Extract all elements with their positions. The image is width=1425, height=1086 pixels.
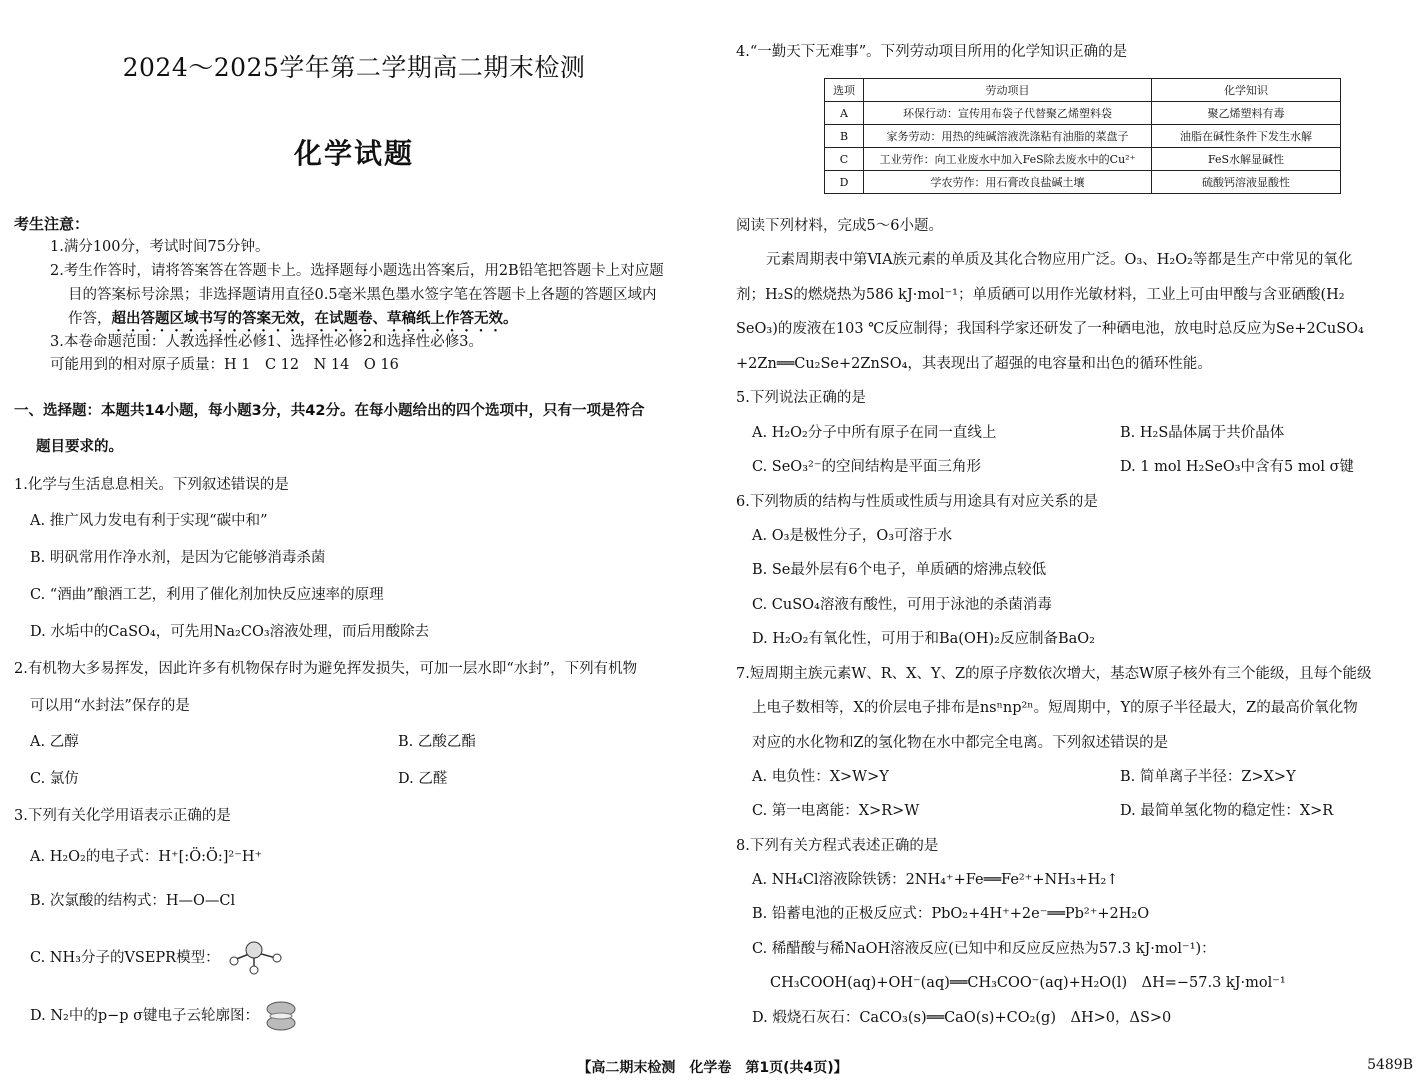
q5-option-a: A. H₂O₂分子中所有原子在同一直线上 xyxy=(752,425,997,441)
table-row xyxy=(825,125,1341,148)
q1-stem: 1.化学与生活息息相关。下列叙述错误的是 xyxy=(14,477,289,493)
q1-option-b: B. 明矾常用作净水剂，是因为它能够消毒杀菌 xyxy=(30,550,326,566)
table-cell: B xyxy=(825,125,864,148)
q2-option-d: D. 乙醛 xyxy=(398,771,448,787)
table-header-row xyxy=(825,79,1341,102)
table-cell: 聚乙烯塑料有毒 xyxy=(1152,102,1341,125)
q6-stem: 6.下列物质的结构与性质或性质与用途具有对应关系的是 xyxy=(736,494,1098,510)
q6-option-c: C. CuSO₄溶液有酸性，可用于泳池的杀菌消毒 xyxy=(752,597,1052,613)
q3-option-c-text: C. NH₃分子的VSEPR模型： xyxy=(30,950,220,966)
q2-option-c: C. 氯仿 xyxy=(30,771,79,787)
q5-stem: 5.下列说法正确的是 xyxy=(736,390,866,406)
notice-line-2: 2.考生作答时，请将答案答在答题卡上。选择题每小题选出答案后，用2B铅笔把答题卡上对应题 xyxy=(50,263,664,279)
q3-option-a: A. H₂O₂的电子式：H⁺[:Ö:Ö:]²⁻H⁺ xyxy=(30,849,263,865)
q4-table xyxy=(824,78,1341,194)
section1-line2: 题目要求的。 xyxy=(36,439,123,455)
table-cell: 环保行动：宣传用布袋子代替聚乙烯塑料袋 xyxy=(864,102,1152,125)
q3-stem: 3.下列有关化学用语表示正确的是 xyxy=(14,808,231,824)
q1-option-d: D. 水垢中的CaSO₄，可先用Na₂CO₃溶液处理，而后用酸除去 xyxy=(30,624,430,640)
q3-option-b: B. 次氯酸的结构式：H—O—Cl xyxy=(30,893,236,909)
table-row xyxy=(825,102,1341,125)
q7-option-d: D. 最简单氢化物的稳定性：X>R xyxy=(1120,803,1334,819)
q6-option-d: D. H₂O₂有氧化性，可用于和Ba(OH)₂反应制备BaO₂ xyxy=(752,631,1095,647)
notice-warning: 超出答题区域书写的答案无效，在试题卷、草稿纸上作答无效。 xyxy=(111,311,518,327)
table-cell: D xyxy=(825,171,864,194)
q6-option-b: B. Se最外层有6个电子，单质硒的熔沸点较低 xyxy=(752,562,1047,578)
q8-option-b: B. 铅蓄电池的正极反应式：PbO₂+4H⁺+2e⁻══Pb²⁺+2H₂O xyxy=(752,906,1150,922)
sigma-orbital-icon xyxy=(264,1000,298,1032)
q1-option-a: A. 推广风力发电有利于实现“碳中和” xyxy=(30,513,268,529)
q8-option-c: C. 稀醋酸与稀NaOH溶液反应(已知中和反应反应热为57.3 kJ·mol⁻¹)： xyxy=(752,941,1216,957)
q3-option-d xyxy=(30,1000,298,1032)
q7-option-b: B. 简单离子半径：Z>X>Y xyxy=(1120,769,1296,785)
q4-stem: 4.“一勤天下无难事”。下列劳动项目所用的化学知识正确的是 xyxy=(736,44,1128,60)
q7-option-c: C. 第一电离能：X>R>W xyxy=(752,803,920,819)
section1-line1: 一、选择题：本题共14小题，每小题3分，共42分。在每小题给出的四个选项中，只有一项是符合 xyxy=(14,403,645,419)
reading-p1: 元素周期表中第ⅥA族元素的单质及其化合物应用广泛。O₃、H₂O₂等都是生产中常见的氧化 xyxy=(766,252,1353,268)
notice-line-4 xyxy=(68,310,518,335)
table-cell: FeS水解显碱性 xyxy=(1152,148,1341,171)
notice-line-5: 3.本卷命题范围：人教选择性必修1、选择性必修2和选择性必修3。 xyxy=(50,334,484,350)
q6-option-a: A. O₃是极性分子，O₃可溶于水 xyxy=(752,528,953,544)
q2-option-a: A. 乙醇 xyxy=(30,734,79,750)
exam-title: 2024～2025学年第二学期高二期末检测 xyxy=(122,53,586,82)
subject-title: 化学试题 xyxy=(293,137,414,170)
notice-line-4-text: 作答， xyxy=(68,311,112,327)
table-cell: 工业劳作：向工业废水中加入FeS除去废水中的Cu²⁺ xyxy=(864,148,1152,171)
reading-intro: 阅读下列材料，完成5～6小题。 xyxy=(736,218,943,234)
table-header: 化学知识 xyxy=(1152,79,1341,102)
table-header: 劳动项目 xyxy=(864,79,1152,102)
q8-option-c-equation: CH₃COOH(aq)+OH⁻(aq)══CH₃COO⁻(aq)+H₂O(l) ΔH=−57.3 kJ·mol⁻¹ xyxy=(770,975,1286,991)
notice-line-1: 1.满分100分，考试时间75分钟。 xyxy=(50,239,270,255)
table-cell: 家务劳动：用热的纯碱溶液洗涤粘有油脂的菜盘子 xyxy=(864,125,1152,148)
table-header: 选项 xyxy=(825,79,864,102)
page-footer: 【高二期末检测 化学卷 第1页(共4页)】 xyxy=(577,1060,848,1076)
q7-stem-2: 上电子数相等，X的价层电子排布是nsⁿnp²ⁿ。短周期中，Y的原子半径最大，Z的最高价氧化物 xyxy=(752,700,1358,716)
q7-option-a: A. 电负性：X>W>Y xyxy=(752,769,889,785)
q7-stem-3: 对应的水化物和Z的氢化物在水中都完全电离。下列叙述错误的是 xyxy=(752,735,1169,751)
reading-p2: 剂；H₂S的燃烧热为586 kJ·mol⁻¹；单质硒可以用作光敏材料，工业上可由甲酸与含亚硒酸(H₂ xyxy=(736,287,1345,303)
q5-option-d: D. 1 mol H₂SeO₃中含有5 mol σ键 xyxy=(1120,459,1355,475)
q2-stem-1: 2.有机物大多易挥发，因此许多有机物保存时为避免挥发损失，可加一层水即“水封”，下列有机物 xyxy=(14,661,638,677)
q2-stem-2: 可以用“水封法”保存的是 xyxy=(30,698,190,714)
vsepr-model-icon xyxy=(224,940,288,976)
q5-option-c: C. SeO₃²⁻的空间结构是平面三角形 xyxy=(752,459,981,475)
q3-option-c xyxy=(30,940,288,976)
q8-option-d: D. 煅烧石灰石：CaCO₃(s)══CaO(s)+CO₂(g) ΔH>0，ΔS>0 xyxy=(752,1010,1172,1026)
paper-code: 5489B xyxy=(1367,1057,1413,1073)
table-cell: C xyxy=(825,148,864,171)
table-cell: 硫酸钙溶液显酸性 xyxy=(1152,171,1341,194)
q3-option-d-text: D. N₂中的p−p σ键电子云轮廓图： xyxy=(30,1008,260,1024)
notice-heading: 考生注意： xyxy=(14,215,90,233)
table-row xyxy=(825,148,1341,171)
table-cell: 学农劳作：用石膏改良盐碱土壤 xyxy=(864,171,1152,194)
table-cell: A xyxy=(825,102,864,125)
atomic-masses: 可能用到的相对原子质量：H 1 C 12 N 14 O 16 xyxy=(50,357,399,373)
q1-option-c: C. “酒曲”酿酒工艺，利用了催化剂加快反应速率的原理 xyxy=(30,587,384,603)
q7-stem-1: 7.短周期主族元素W、R、X、Y、Z的原子序数依次增大，基态W原子核外有三个能级，且每个能级 xyxy=(736,666,1372,682)
table-cell: 油脂在碱性条件下发生水解 xyxy=(1152,125,1341,148)
q8-stem: 8.下列有关方程式表述正确的是 xyxy=(736,838,939,854)
q8-option-a: A. NH₄Cl溶液除铁锈：2NH₄⁺+Fe══Fe²⁺+NH₃+H₂↑ xyxy=(752,872,1119,888)
q5-option-b: B. H₂S晶体属于共价晶体 xyxy=(1120,425,1285,441)
table-row xyxy=(825,171,1341,194)
notice-line-3: 目的答案标号涂黑；非选择题请用直径0.5毫米黑色墨水签字笔在答题卡上各题的答题区域内 xyxy=(68,287,657,303)
q2-option-b: B. 乙酸乙酯 xyxy=(398,734,476,750)
reading-p4: +2Zn══Cu₂Se+2ZnSO₄，其表现出了超强的电容量和出色的循环性能。 xyxy=(736,356,1212,372)
reading-p3: SeO₃)的废液在103 ℃反应制得；我国科学家还研发了一种硒电池，放电时总反应为Se+2CuSO₄ xyxy=(736,321,1364,337)
